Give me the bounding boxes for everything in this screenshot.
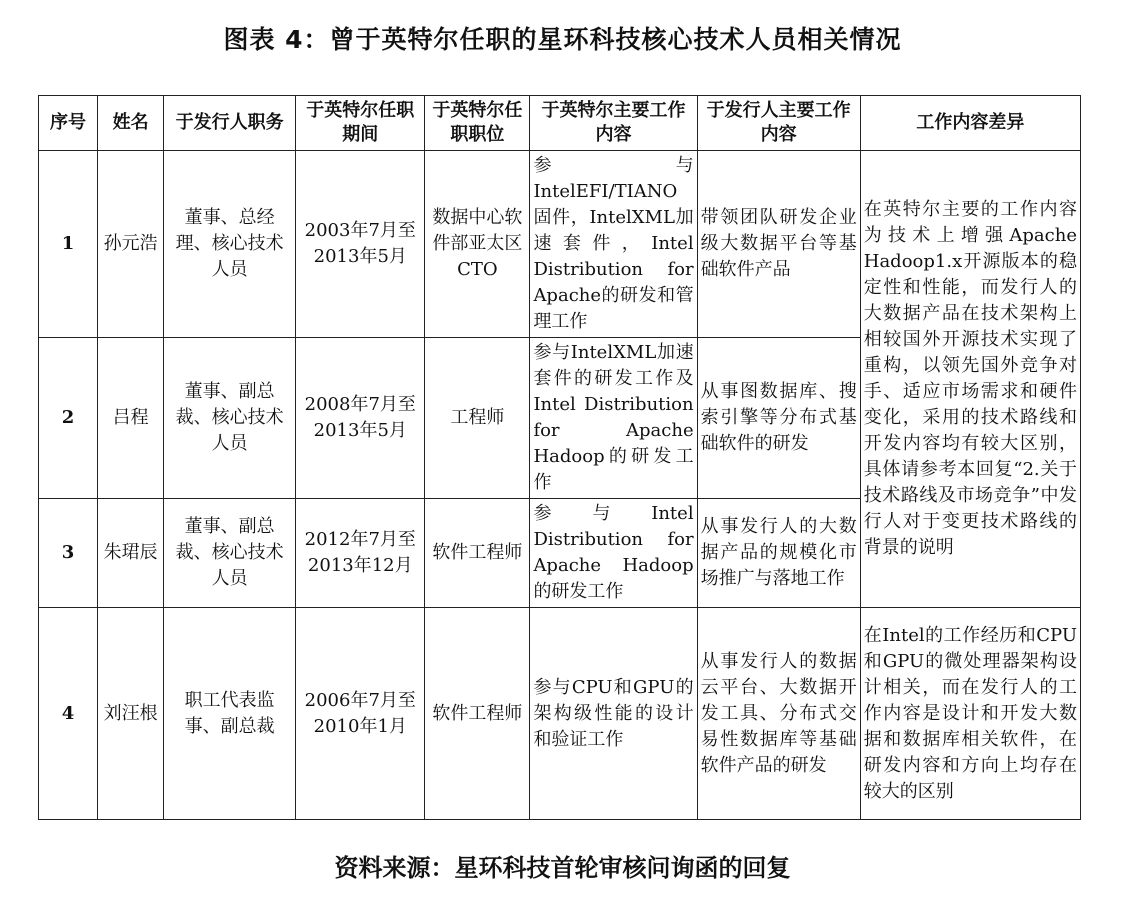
row-period: 2008年7月至2013年5月 <box>296 338 425 499</box>
row-period: 2003年7月至2013年5月 <box>296 151 425 338</box>
row-intel-work: 参与IntelXML加速套件的研发工作及Intel Distribution for Apache Hadoop的研发工作 <box>530 338 697 499</box>
row-name: 朱珺辰 <box>98 499 164 608</box>
row-period: 2006年7月至2010年1月 <box>296 608 425 820</box>
row-name: 刘汪根 <box>98 608 164 820</box>
row-seq: 3 <box>39 499 98 608</box>
header-intel-role: 于英特尔任职职位 <box>425 96 530 151</box>
header-intel-work: 于英特尔主要工作内容 <box>530 96 697 151</box>
row-name: 吕程 <box>98 338 164 499</box>
table-header-row <box>39 96 1081 151</box>
row-issuer-work: 从事发行人的数据云平台、大数据开发工具、分布式交易性数据库等基础软件产品的研发 <box>697 608 860 820</box>
row-intel-work: 参与Intel Distribution for Apache Hadoop的研发工作 <box>530 499 697 608</box>
row-intel-role: 软件工程师 <box>425 608 530 820</box>
row-period: 2012年7月至2013年12月 <box>296 499 425 608</box>
row-issuer-work: 从事发行人的大数据产品的规模化市场推广与落地工作 <box>697 499 860 608</box>
row-intel-work: 参与CPU和GPU的架构级性能的设计和验证工作 <box>530 608 697 820</box>
row-name: 孙元浩 <box>98 151 164 338</box>
row-position: 职工代表监事、副总裁 <box>164 608 296 820</box>
figure-title: 图表 4：曾于英特尔任职的星环科技核心技术人员相关情况 <box>223 25 902 54</box>
difference-row4-cell: 在Intel的工作经历和CPU和GPU的微处理器架构设计相关，而在发行人的工作内容是设计和开发大数据和数据库相关软件，在研发内容和方向上均存在较大的区别 <box>860 608 1080 820</box>
row-position: 董事、总经理、核心技术人员 <box>164 151 296 338</box>
source-note: 资料来源：星环科技首轮审核问询函的回复 <box>334 854 791 882</box>
row-intel-role: 软件工程师 <box>425 499 530 608</box>
header-seq: 序号 <box>39 96 98 151</box>
table-row <box>39 151 1081 338</box>
header-issuer-work: 于发行人主要工作内容 <box>697 96 860 151</box>
row-position: 董事、副总裁、核心技术人员 <box>164 338 296 499</box>
row-seq: 2 <box>39 338 98 499</box>
header-name: 姓名 <box>98 96 164 151</box>
staff-table <box>38 95 1081 820</box>
difference-merged-cell: 在英特尔主要的工作内容为技术上增强Apache Hadoop1.x开源版本的稳定性和性能，而发行人的大数据产品在技术架构上相较国外开源技术实现了重构，以领先国外竞争对手、适应市场需求和硬件变化，采用的技术路线和开发内容均有较大区别，具体请参考本回复“2.关于技术路线及市场竞争”中发行人对于变更技术路线的背景的说明 <box>860 151 1080 608</box>
header-period: 于英特尔任职期间 <box>296 96 425 151</box>
row-position: 董事、副总裁、核心技术人员 <box>164 499 296 608</box>
row-seq: 1 <box>39 151 98 338</box>
row-seq: 4 <box>39 608 98 820</box>
table-row <box>39 608 1081 820</box>
row-intel-role: 数据中心软件部亚太区CTO <box>425 151 530 338</box>
row-issuer-work: 从事图数据库、搜索引擎等分布式基础软件的研发 <box>697 338 860 499</box>
header-position: 于发行人职务 <box>164 96 296 151</box>
header-difference: 工作内容差异 <box>860 96 1080 151</box>
row-issuer-work: 带领团队研发企业级大数据平台等基础软件产品 <box>697 151 860 338</box>
row-intel-role: 工程师 <box>425 338 530 499</box>
row-intel-work: 参与IntelEFI/TIANO固件，IntelXML加速套件，Intel Distribution for Apache的研发和管理工作 <box>530 151 697 338</box>
